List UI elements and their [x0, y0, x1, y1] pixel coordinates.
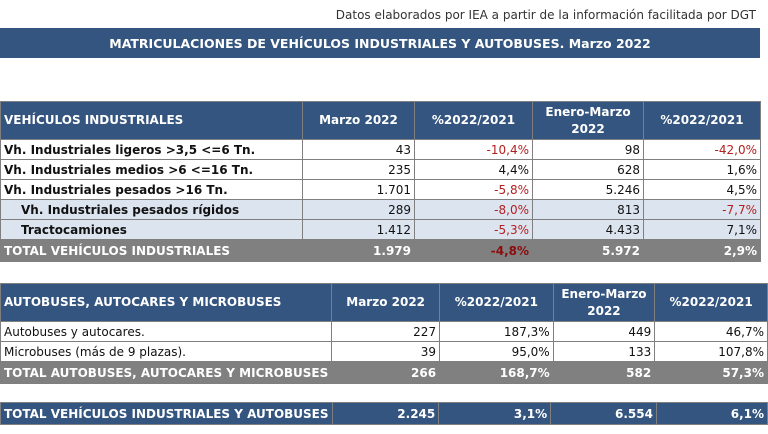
cell-ytd: 133	[553, 342, 655, 362]
header-ytd: Enero-Marzo 2022	[533, 102, 644, 140]
cell-ytd: 628	[533, 160, 644, 180]
table-header-row	[1, 284, 768, 322]
cell-ytd: 98	[533, 140, 644, 160]
cell-pct-ytd: 2,9%	[644, 240, 761, 262]
cell-pct-ytd: -7,7%	[644, 200, 761, 220]
row-label: Vh. Industriales medios >6 <=16 Tn.	[1, 160, 303, 180]
table-row	[1, 140, 761, 160]
cell-pct-month: 3,1%	[439, 403, 551, 425]
grand-total-table	[0, 402, 768, 425]
header-category: AUTOBUSES, AUTOCARES Y MICROBUSES	[1, 284, 332, 322]
grand-total-row	[1, 403, 768, 425]
cell-month: 227	[332, 322, 440, 342]
cell-pct-month: 187,3%	[440, 322, 554, 342]
table-header-row	[1, 102, 761, 140]
cell-month: 1.701	[303, 180, 415, 200]
total-label: TOTAL VEHÍCULOS INDUSTRIALES	[1, 240, 303, 262]
cell-pct-ytd: 6,1%	[656, 403, 767, 425]
industrial-vehicles-table	[0, 101, 761, 262]
header-pct-month: %2022/2021	[415, 102, 533, 140]
report-title: MATRICULACIONES DE VEHÍCULOS INDUSTRIALES Y AUTOBUSES. Marzo 2022	[0, 28, 760, 58]
cell-pct-ytd: 57,3%	[655, 362, 768, 384]
source-note: Datos elaborados por IEA a partir de la información facilitada por DGT	[335, 8, 756, 22]
cell-pct-ytd: -42,0%	[644, 140, 761, 160]
cell-ytd: 5.246	[533, 180, 644, 200]
table-row	[1, 322, 768, 342]
cell-month: 2.245	[332, 403, 439, 425]
cell-pct-month: 168,7%	[440, 362, 554, 384]
cell-pct-month: -8,0%	[415, 200, 533, 220]
grand-total-label: TOTAL VEHÍCULOS INDUSTRIALES Y AUTOBUSES	[1, 403, 333, 425]
row-label: Tractocamiones	[1, 220, 303, 240]
cell-pct-month: 95,0%	[440, 342, 554, 362]
header-category: VEHÍCULOS INDUSTRIALES	[1, 102, 303, 140]
cell-pct-ytd: 46,7%	[655, 322, 768, 342]
cell-pct-ytd: 4,5%	[644, 180, 761, 200]
cell-pct-month: -5,3%	[415, 220, 533, 240]
header-ytd: Enero-Marzo 2022	[553, 284, 655, 322]
row-label: Autobuses y autocares.	[1, 322, 332, 342]
cell-pct-month: 4,4%	[415, 160, 533, 180]
header-month: Marzo 2022	[332, 284, 440, 322]
cell-pct-ytd: 7,1%	[644, 220, 761, 240]
cell-pct-ytd: 107,8%	[655, 342, 768, 362]
cell-month: 1.979	[303, 240, 415, 262]
cell-month: 289	[303, 200, 415, 220]
cell-ytd: 4.433	[533, 220, 644, 240]
cell-ytd: 813	[533, 200, 644, 220]
row-label: Microbuses (más de 9 plazas).	[1, 342, 332, 362]
cell-month: 266	[332, 362, 440, 384]
total-row	[1, 362, 768, 384]
row-label: Vh. Industriales ligeros >3,5 <=6 Tn.	[1, 140, 303, 160]
cell-pct-month: -4,8%	[415, 240, 533, 262]
cell-pct-month: -5,8%	[415, 180, 533, 200]
buses-table	[0, 283, 768, 384]
total-row	[1, 240, 761, 262]
cell-pct-ytd: 1,6%	[644, 160, 761, 180]
header-month: Marzo 2022	[303, 102, 415, 140]
table-row	[1, 342, 768, 362]
cell-month: 1.412	[303, 220, 415, 240]
header-pct-month: %2022/2021	[440, 284, 554, 322]
cell-ytd: 5.972	[533, 240, 644, 262]
cell-month: 235	[303, 160, 415, 180]
total-label: TOTAL AUTOBUSES, AUTOCARES Y MICROBUSES	[1, 362, 332, 384]
header-pct-ytd: %2022/2021	[644, 102, 761, 140]
cell-ytd: 582	[553, 362, 655, 384]
table-row	[1, 160, 761, 180]
row-label: Vh. Industriales pesados rígidos	[1, 200, 303, 220]
cell-pct-month: -10,4%	[415, 140, 533, 160]
cell-month: 39	[332, 342, 440, 362]
table-row	[1, 200, 761, 220]
table-row	[1, 220, 761, 240]
header-pct-ytd: %2022/2021	[655, 284, 768, 322]
row-label: Vh. Industriales pesados >16 Tn.	[1, 180, 303, 200]
cell-month: 43	[303, 140, 415, 160]
cell-ytd: 6.554	[551, 403, 657, 425]
cell-ytd: 449	[553, 322, 655, 342]
table-row	[1, 180, 761, 200]
